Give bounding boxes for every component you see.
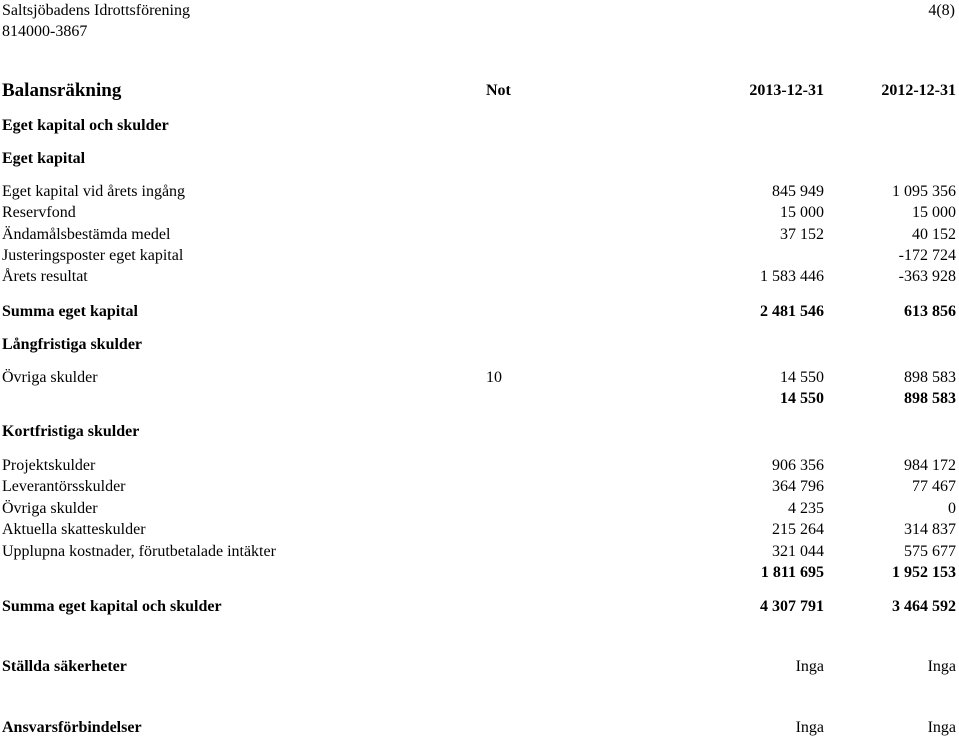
contingent-label: Ansvarsförbindelser <box>2 719 142 736</box>
row-label: Övriga skulder <box>2 369 98 386</box>
org-name: Saltsjöbadens Idrottsförening <box>2 2 190 19</box>
row-previous: 1 095 356 <box>892 183 956 200</box>
row-previous: 15 000 <box>912 204 956 221</box>
table-row <box>0 202 959 223</box>
row-current: 15 000 <box>780 204 824 221</box>
table-row <box>0 476 959 497</box>
row-current: 37 152 <box>780 226 824 243</box>
row-label: Upplupna kostnader, förutbetalade intäkter <box>2 543 276 560</box>
subtotal-row <box>0 562 959 583</box>
table-row <box>0 498 959 519</box>
col-current-header: 2013-12-31 <box>749 82 824 99</box>
row-previous: 314 837 <box>904 521 956 538</box>
table-row <box>0 266 959 287</box>
report-header-row <box>0 79 959 103</box>
row-label: Reservfond <box>2 204 76 221</box>
subtotal-row <box>0 388 959 409</box>
pledged-current: Inga <box>795 658 824 675</box>
pledged-label: Ställda säkerheter <box>2 658 127 675</box>
row-previous: 575 677 <box>904 543 956 560</box>
row-label: Årets resultat <box>2 268 88 285</box>
pledged-previous: Inga <box>927 658 956 675</box>
pledged-row <box>0 656 959 677</box>
section-heading <box>0 115 959 136</box>
row-label: Aktuella skatteskulder <box>2 521 146 538</box>
section-heading <box>0 421 959 442</box>
row-current: 906 356 <box>772 457 824 474</box>
org-number: 814000-3867 <box>2 23 88 40</box>
short-term-total-previous: 1 952 153 <box>892 564 956 581</box>
row-label: Projektskulder <box>2 457 96 474</box>
row-previous: 77 467 <box>912 478 956 495</box>
long-term-total-current: 14 550 <box>780 390 824 407</box>
row-label: Eget kapital vid årets ingång <box>2 183 186 200</box>
table-row <box>0 224 959 245</box>
row-current: 321 044 <box>772 543 824 560</box>
row-previous: -172 724 <box>898 247 956 264</box>
col-note-header: Not <box>486 82 511 99</box>
report-title: Balansräkning <box>2 80 122 101</box>
grand-total-previous: 3 464 592 <box>892 598 956 615</box>
col-previous-header: 2012-12-31 <box>881 82 956 99</box>
table-row <box>0 519 959 540</box>
row-current: 364 796 <box>772 478 824 495</box>
equity-total-previous: 613 856 <box>904 303 956 320</box>
section-heading <box>0 148 959 169</box>
grand-total-row <box>0 596 959 617</box>
grand-total-label: Summa eget kapital och skulder <box>2 598 222 615</box>
row-previous: -363 928 <box>898 268 956 285</box>
row-previous: 0 <box>948 500 956 517</box>
row-current: 14 550 <box>780 369 824 386</box>
row-current: 4 235 <box>788 500 824 517</box>
row-label: Justeringsposter eget kapital <box>2 247 184 264</box>
long-term-total-previous: 898 583 <box>904 390 956 407</box>
contingent-previous: Inga <box>927 719 956 736</box>
contingent-row <box>0 717 959 738</box>
row-label: Ändamålsbestämda medel <box>2 226 171 243</box>
table-row <box>0 455 959 476</box>
row-label: Övriga skulder <box>2 500 98 517</box>
row-previous: 898 583 <box>904 369 956 386</box>
table-row <box>0 245 959 266</box>
section-equity: Eget kapital <box>2 150 86 167</box>
section-long-term: Långfristiga skulder <box>2 336 143 353</box>
section-short-term: Kortfristiga skulder <box>2 423 140 440</box>
row-previous: 40 152 <box>912 226 956 243</box>
table-row <box>0 541 959 562</box>
contingent-current: Inga <box>795 719 824 736</box>
row-previous: 984 172 <box>904 457 956 474</box>
row-current: 215 264 <box>772 521 824 538</box>
table-row <box>0 367 959 388</box>
short-term-total-current: 1 811 695 <box>760 564 824 581</box>
row-label: Leverantörsskulder <box>2 478 126 495</box>
section-heading <box>0 334 959 355</box>
section-equity-liabilities: Eget kapital och skulder <box>2 117 169 134</box>
table-row <box>0 181 959 202</box>
page-number: 4(8) <box>928 2 955 19</box>
equity-total-label: Summa eget kapital <box>2 303 138 320</box>
row-current: 845 949 <box>772 183 824 200</box>
row-note: 10 <box>486 369 502 386</box>
equity-total-current: 2 481 546 <box>760 303 824 320</box>
row-current: 1 583 446 <box>760 268 824 285</box>
total-row <box>0 301 959 322</box>
grand-total-current: 4 307 791 <box>760 598 824 615</box>
